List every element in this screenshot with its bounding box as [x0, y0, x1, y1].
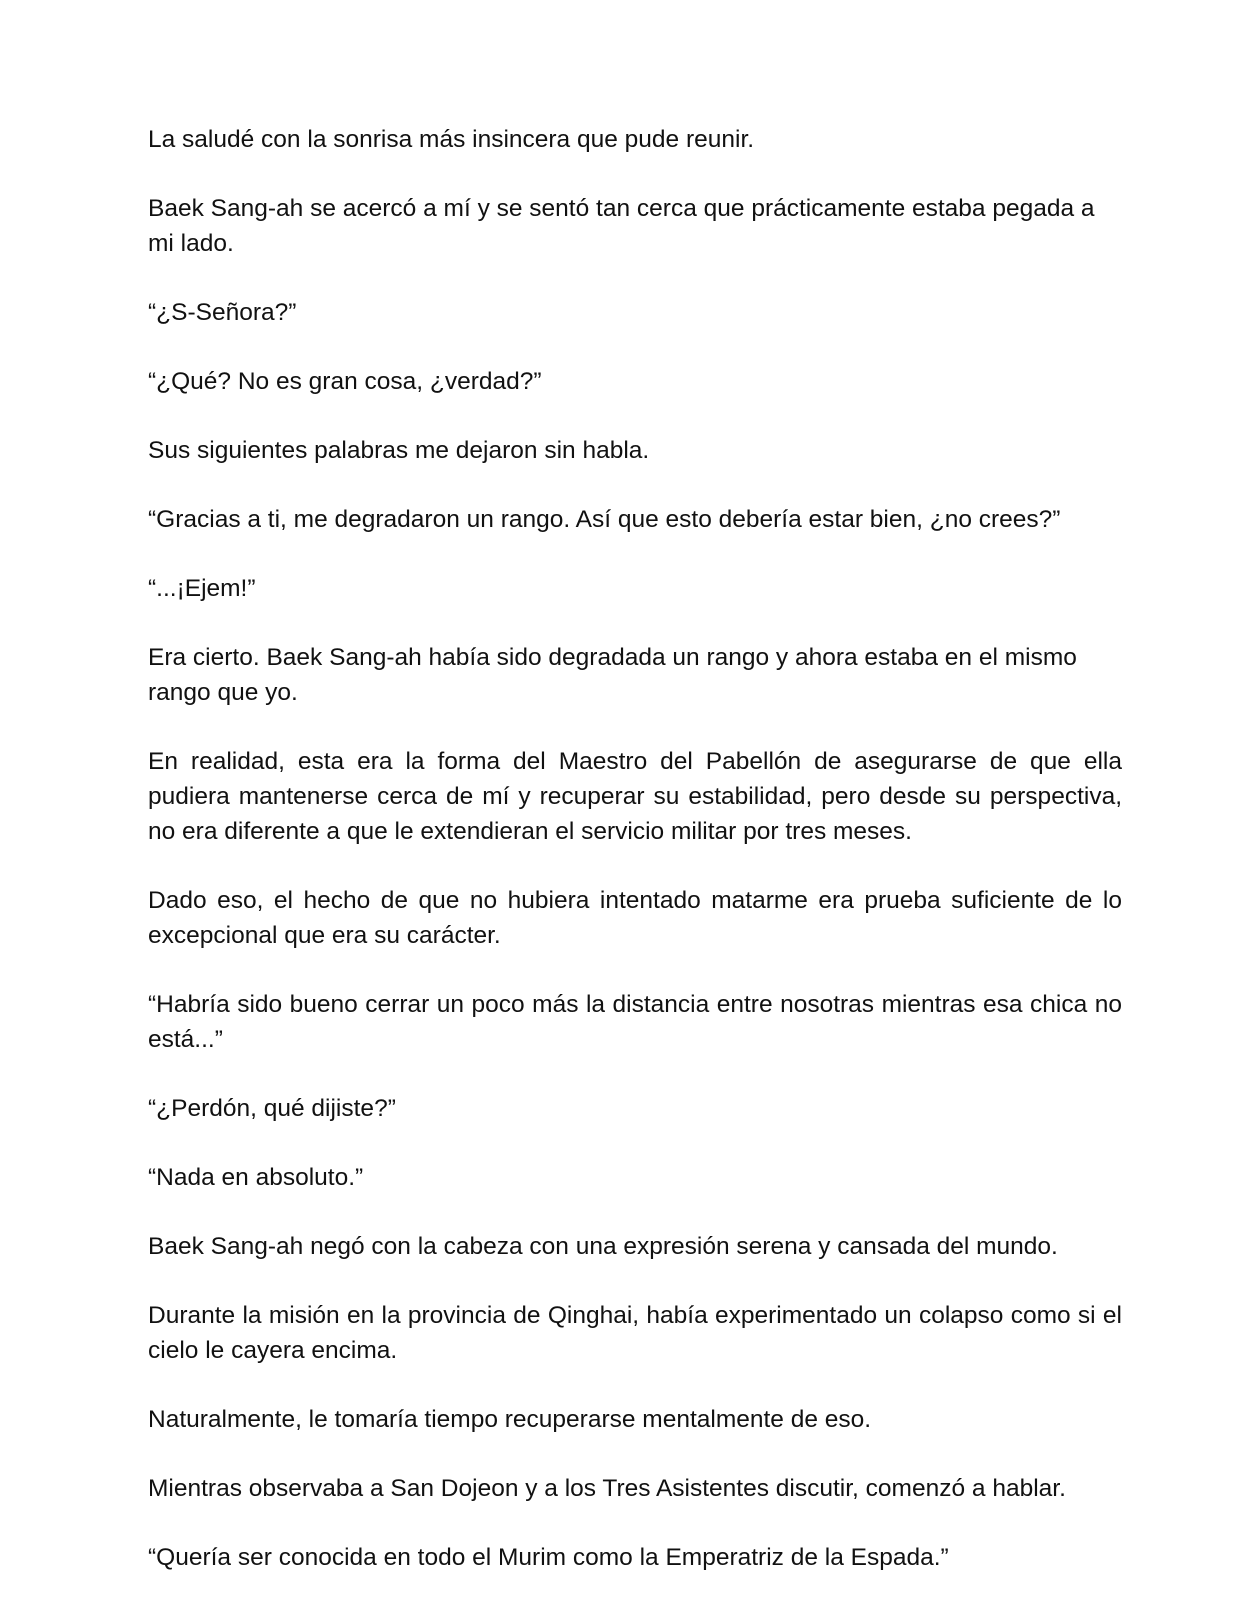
paragraph: Dado eso, el hecho de que no hubiera intentado matarme era prueba suficiente de lo excepcional que era su carácter.	[148, 887, 1122, 949]
paragraph: “Quería ser conocida en todo el Murim como la Emperatriz de la Espada.”	[148, 1544, 949, 1571]
paragraph: “¿S-Señora?”	[148, 299, 297, 326]
paragraph: Baek Sang-ah se acercó a mí y se sentó tan cerca que prácticamente estaba pegada a mi lado.	[148, 195, 1095, 257]
paragraph: “¿Qué? No es gran cosa, ¿verdad?”	[148, 368, 542, 395]
paragraph: “...¡Ejem!”	[148, 575, 256, 602]
paragraph: Sus siguientes palabras me dejaron sin habla.	[148, 437, 650, 464]
paragraph: Naturalmente, le tomaría tiempo recuperarse mentalmente de eso.	[148, 1406, 872, 1433]
paragraph: Durante la misión en la provincia de Qinghai, había experimentado un colapso como si el cielo le cayera encima.	[148, 1302, 1122, 1364]
paragraph: Mientras observaba a San Dojeon y a los Tres Asistentes discutir, comenzó a hablar.	[148, 1475, 1066, 1502]
paragraph: La saludé con la sonrisa más insincera que pude reunir.	[148, 126, 755, 153]
text-body	[148, 122, 1122, 1609]
paragraph: “Gracias a ti, me degradaron un rango. Así que esto debería estar bien, ¿no crees?”	[148, 506, 1061, 533]
paragraph: “¿Perdón, qué dijiste?”	[148, 1095, 396, 1122]
paragraph: Baek Sang-ah negó con la cabeza con una expresión serena y cansada del mundo.	[148, 1233, 1058, 1260]
paragraph: “Habría sido bueno cerrar un poco más la distancia entre nosotras mientras esa chica no está...”	[148, 991, 1122, 1053]
paragraph: “Nada en absoluto.”	[148, 1164, 364, 1191]
paragraph: En realidad, esta era la forma del Maestro del Pabellón de asegurarse de que ella pudiera mantenerse cerca de mí y recuperar su estabilidad, pero desde su perspectiva, no era diferente a que le extendieran el servicio militar por tres meses.	[148, 748, 1122, 845]
paragraph: Era cierto. Baek Sang-ah había sido degradada un rango y ahora estaba en el mismo rango que yo.	[148, 644, 1077, 706]
